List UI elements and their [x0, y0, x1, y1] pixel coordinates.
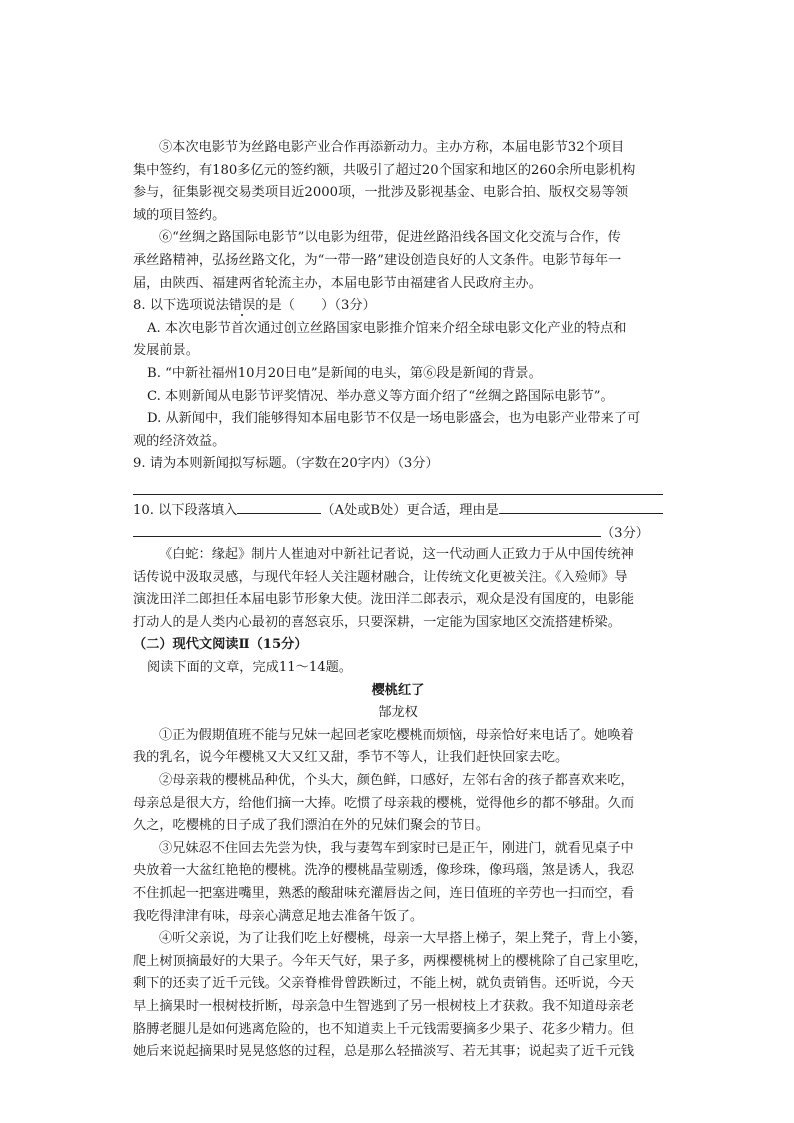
option-a-cont: 发展前景。 — [133, 343, 199, 359]
text-line: 打动人的是人类内心最初的喜怒哀乐，只要深耕，一定能为国家地区交流搭建桥梁。 — [133, 614, 621, 630]
answer-blank[interactable] — [133, 522, 601, 537]
text-line: 胳膊老腿儿是如何逃离危险的，也不知道卖上千元钱需要摘多少果子、花多少精力。但 — [133, 1021, 635, 1037]
text-line: 她后来说起摘果时晃晃悠悠的过程，总是那么轻描淡写、若无其事；说起卖了近千元钱 — [133, 1044, 635, 1060]
text-line: 爬上树顶摘最好的大果子。今年天气好，果子多，两棵樱桃树上的樱桃除了自己家里吃， — [133, 953, 648, 969]
text-line: 域的项目签约。 — [133, 207, 226, 223]
text-line: ④听父亲说，为了让我们吃上好樱桃，母亲一大早搭上梯子，架上凳子，背上小篓， — [159, 931, 647, 947]
paragraph-6 — [133, 227, 663, 295]
text-line: 参与，征集影视交易类项目近2000项，一批涉及影视基金、电影合拍、版权交易等领 — [133, 185, 629, 201]
emphasis-text: 错误 — [228, 298, 256, 314]
text-line: ③兄妹忍不住回去先尝为快，我与妻驾车到家时已是正午，刚进门，就看见桌子中 — [159, 840, 634, 856]
text-line: 我吃得津津有味，母亲心满意足地去准备午饭了。 — [133, 908, 424, 924]
section-2 — [133, 634, 663, 1063]
text-line: 《白蛇：缘起》制片人崔迪对中新社记者说，这一代动画人正致力于从中国传统神 — [159, 547, 634, 563]
text-line: ⑤本次电影节为丝路电影产业合作再添新动力。主办方称，本届电影节32个项目 — [159, 140, 625, 155]
option-b: B. “中新社福州10月20日电”是新闻的电头，第⑥段是新闻的背景。 — [147, 365, 542, 381]
text-line: 承丝路精神，弘扬丝路文化，为“一带一路”建设创造良好的人文条件。电影节每年一 — [133, 252, 622, 268]
text-line: 久之，吃樱桃的日子成了我们漂泊在外的兄妹们聚会的节日。 — [133, 818, 490, 834]
paragraph-5 — [133, 137, 663, 227]
text-line: 演泷田洋二郎担任本届电影节形象大使。泷田洋二郎表示，观众是没有国度的，电影能 — [133, 592, 635, 608]
option-a: A. 本次电影节首次通过创立丝路国家电影推介馆来介绍全球电影文化产业的特点和 — [147, 320, 627, 336]
stem-text: 10. 以下段落填入 — [133, 502, 238, 518]
text-line: 不住抓起一把塞进嘴里，熟悉的酸甜味充灌唇齿之间，连日值班的辛劳也一扫而空，看 — [133, 886, 635, 901]
question-9 — [133, 453, 663, 495]
question-10-answer-line — [133, 522, 663, 545]
text-line: 集中签约，有180多亿元的签约额，共吸引了超过20个国家和地区的260余所电影机构 — [133, 162, 636, 178]
text-line: 话传说中汲取灵感，与现代年轻人关注题材融合，让传统文化更被关注。《入殓师》导 — [133, 569, 628, 585]
question-8-stem — [133, 295, 663, 318]
text-line: 我的乳名，说今年樱桃又大又红又甜，季节不等人，让我们赶快回家去吃。 — [133, 750, 569, 766]
stem-text: （A处或B处）更合适，理由是 — [321, 502, 499, 518]
option-d-cont: 观的经济效益。 — [133, 433, 226, 449]
text-line: ①正为假期值班不能与兄妹一起回老家吃樱桃而烦恼，母亲恰好来电话了。她唤着 — [159, 727, 634, 743]
instruction: 阅读下面的文章，完成11～14题。 — [147, 660, 352, 676]
text-line: ②母亲栽的樱桃品种优，个头大，颜色鲜，口感好，左邻右舍的孩子都喜欢来吃， — [159, 773, 634, 789]
section-heading: （二）现代文阅读Ⅱ（15分） — [133, 637, 308, 653]
question-8 — [133, 295, 663, 453]
option-d: D. 从新闻中，我们能够得知本届电影节不仅是一场电影盛会，也为电影产业带来了可 — [147, 411, 641, 427]
score-text: （3分） — [601, 525, 649, 541]
text-line: 早上摘果时一根树枝折断，母亲急中生智逃到了另一根树枝上才获救。我不知道母亲老 — [133, 998, 635, 1014]
question-9-stem: 9. 请为本则新闻拟写标题。（字数在20字内）（3分） — [133, 456, 439, 472]
article-author: 郜龙权 — [378, 705, 418, 721]
text-line: ⑥“丝绸之路国际电影节”以电影为纽带，促进丝路沿线各国文化交流与合作，传 — [159, 230, 621, 246]
question-10-stem — [133, 499, 663, 522]
answer-blank[interactable] — [499, 499, 663, 514]
text-line: 剩下的还卖了近千元钱。父亲脊椎骨曾跌断过，不能上树，就负责销售。还听说，今天 — [133, 976, 635, 992]
answer-blank[interactable] — [237, 499, 321, 514]
text-line: 央放着一大盆红艳艳的樱桃。洗净的樱桃晶莹剔透，像珍珠，像玛瑙，煞是诱人，我忍 — [133, 863, 635, 879]
article-title: 樱桃红了 — [371, 682, 425, 698]
exam-page — [133, 137, 663, 1064]
stem-text: 8. 以下选项说法 — [133, 298, 229, 314]
text-line: 母亲总是很大方，给他们摘一大捧。吃惯了母亲栽的樱桃，觉得他乡的都不够甜。久而 — [133, 795, 635, 811]
option-c: C. 本则新闻从电影节评奖情况、举办意义等方面介绍了“丝绸之路国际电影节”。 — [147, 388, 614, 404]
question-10 — [133, 499, 663, 635]
stem-text: 的是（ ）（3分） — [255, 298, 376, 314]
answer-line[interactable] — [133, 480, 663, 495]
text-line: 届，由陕西、福建两省轮流主办，本届电影节由福建省人民政府主办。 — [133, 275, 542, 291]
